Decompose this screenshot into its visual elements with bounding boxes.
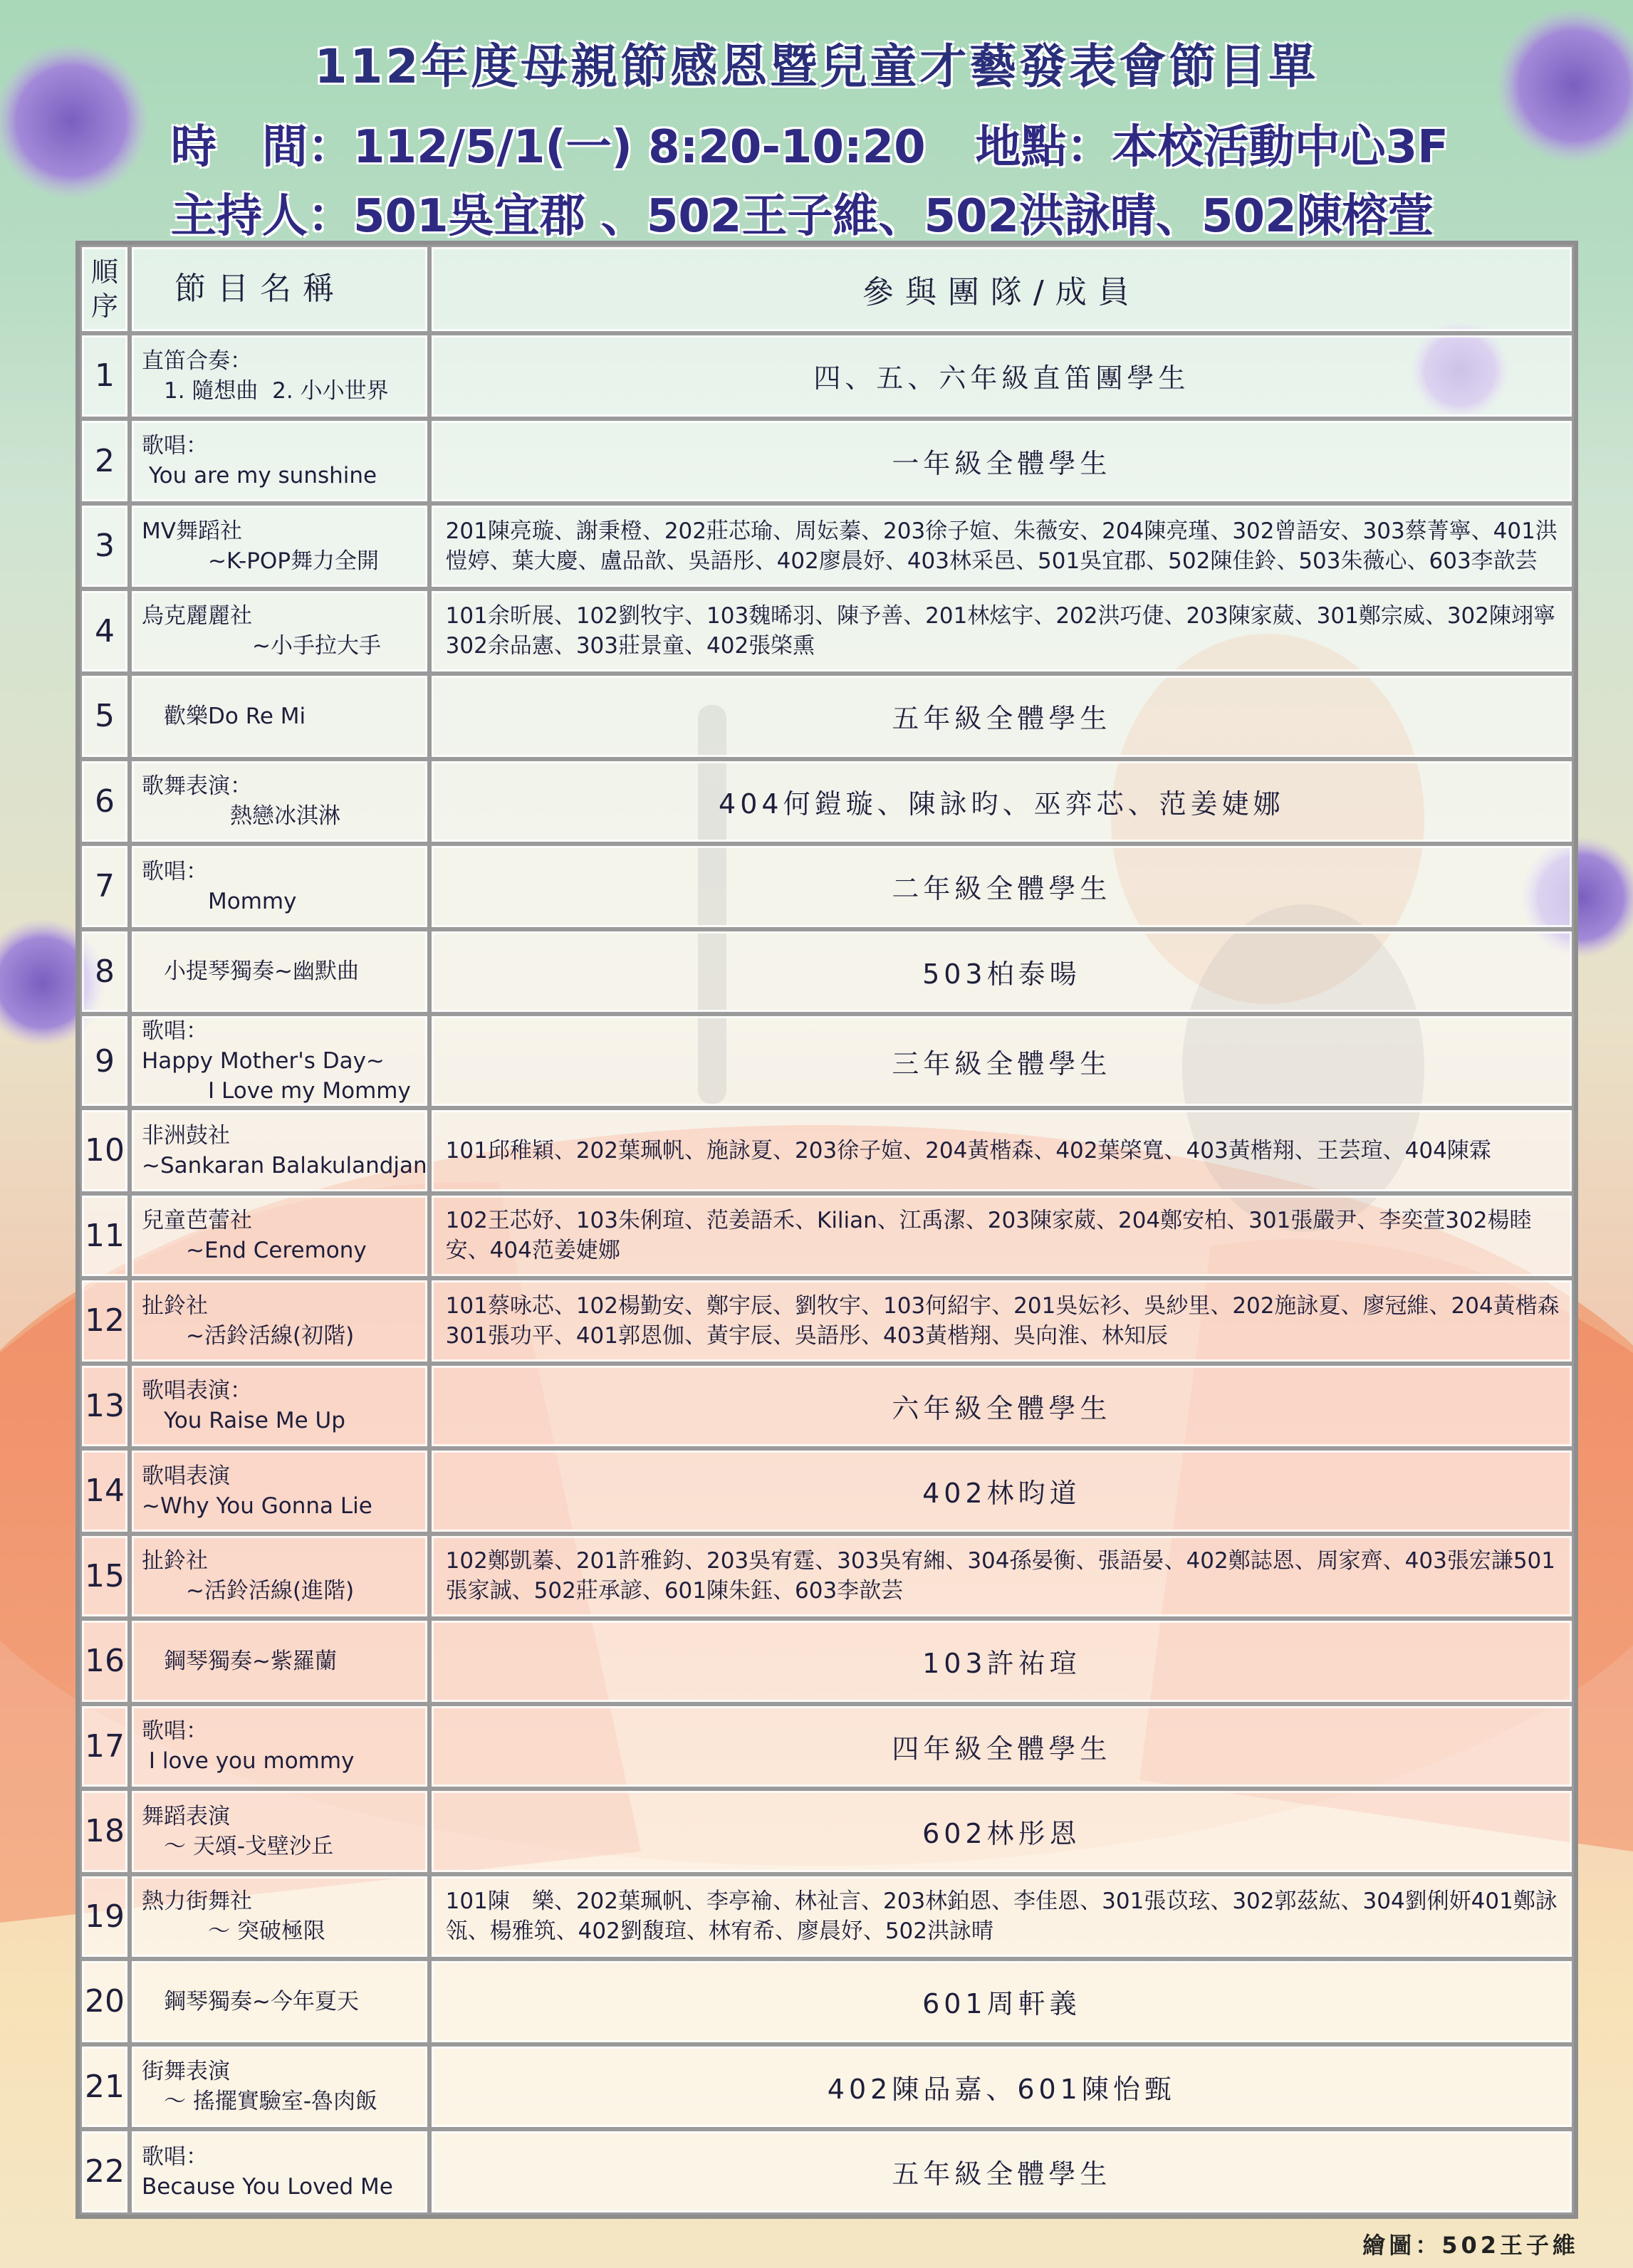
program-name-line: 烏克麗麗社: [142, 603, 252, 629]
time-label: 時 間：: [171, 121, 353, 174]
illustration-credit: 繪圖：502王子維: [1362, 2232, 1579, 2259]
program-name-line: I Love my Mommy: [142, 1078, 411, 1104]
program-name-line: I love you mommy: [142, 1748, 355, 1775]
program-name-line: 小提琴獨奏~幽默曲: [142, 958, 359, 985]
program-name-line: You are my sunshine: [142, 463, 377, 489]
program-name: [130, 759, 429, 845]
program-name-line: You Raise Me Up: [142, 1408, 345, 1434]
participants: 602林彤恩: [429, 1789, 1574, 1874]
program-name-line: 歌舞表演：: [142, 773, 252, 800]
program-name-line: 街舞表演: [142, 2059, 230, 2085]
program-name-line: 歌唱：: [142, 1018, 208, 1044]
program-name-line: 歡樂Do Re Mi: [142, 703, 306, 729]
row-number: 12: [80, 1278, 130, 1364]
row-number: 6: [80, 759, 130, 845]
table-row: [80, 1959, 1574, 2044]
table-row: [80, 759, 1574, 845]
host-value: 501吳宜郡 、502王子維、502洪詠晴、502陳榕萱: [353, 190, 1434, 243]
program-name-line: 非洲鼓社: [142, 1122, 230, 1149]
participants: 101陳 樂、202葉珮帆、李亭褕、林祉言、203林鉑恩、李佳恩、301張苡玹、302郭茲紘、304劉俐妍401鄭詠瓴、楊雅筑、402劉馥瑄、林宥希、廖晨妤、502洪詠晴: [429, 1874, 1574, 1960]
row-number: 2: [80, 419, 130, 504]
table-row: [80, 1014, 1574, 1108]
participants: 601周軒義: [429, 1959, 1574, 2044]
program-name-line: 歌唱：: [142, 433, 208, 459]
table-row: [80, 333, 1574, 419]
row-number: 9: [80, 1014, 130, 1108]
program-name-line: 鋼琴獨奏~今年夏天: [142, 1988, 359, 2014]
participants: 402陳品嘉、601陳怡甄: [429, 2044, 1574, 2130]
row-number: 1: [80, 333, 130, 419]
program-name: [130, 1619, 429, 1704]
row-number: 17: [80, 1704, 130, 1789]
participants: 201陳亮璇、謝秉橙、202莊芯瑜、周妘蓁、203徐子媗、朱薇安、204陳亮瑾、302曾語安、303蔡菁寧、401洪愷婷、葉大慶、盧品歆、吳語彤、402廖晨妤、403林采邑、501吳宜郡、502陳佳鈴、503朱薇心、603李歆芸: [429, 503, 1574, 589]
order-header: 順 序: [80, 245, 130, 333]
program-name-line: ～ 突破極限: [142, 1918, 325, 1945]
row-number: 21: [80, 2044, 130, 2130]
program-name: [130, 589, 429, 674]
participants-header: 參與團隊/成員: [429, 245, 1574, 333]
table-row: [80, 2044, 1574, 2130]
program-name-line: ~活鈴活線(進階): [142, 1578, 355, 1604]
participants: 四年級全體學生: [429, 1704, 1574, 1789]
table-row: [80, 1874, 1574, 1960]
time-value: 112/5/1(一) 8:20-10:20: [353, 121, 926, 174]
program-name-line: ~小手拉大手: [142, 633, 381, 659]
program-name-line: 歌唱表演：: [142, 1378, 252, 1404]
table-row: [80, 1108, 1574, 1193]
participants: 103許祐瑄: [429, 1619, 1574, 1704]
program-name: [130, 1959, 429, 2044]
row-number: 3: [80, 503, 130, 589]
participants: 二年級全體學生: [429, 844, 1574, 929]
table-row: [80, 844, 1574, 929]
row-number: 4: [80, 589, 130, 674]
program-name: [130, 1278, 429, 1364]
participants: 六年級全體學生: [429, 1364, 1574, 1449]
program-name-line: 1. 隨想曲 2. 小小世界: [142, 377, 389, 404]
program-name-line: 舞蹈表演: [142, 1803, 230, 1829]
table-row: [80, 1193, 1574, 1279]
row-number: 8: [80, 929, 130, 1015]
program-name-line: Mommy: [142, 888, 297, 914]
program-name: [130, 929, 429, 1015]
row-number: 13: [80, 1364, 130, 1449]
table-row: [80, 589, 1574, 674]
row-number: 22: [80, 2129, 130, 2215]
program-name-line: ～ 天頌-戈壁沙丘: [142, 1833, 334, 1859]
program-name: [130, 1014, 429, 1108]
program-name-line: Because You Loved Me: [142, 2173, 393, 2200]
table-row: [80, 1619, 1574, 1704]
table-row: [80, 503, 1574, 589]
participants: 一年級全體學生: [429, 419, 1574, 504]
table-row: [80, 674, 1574, 759]
participants: 101邱稚穎、202葉珮帆、施詠夏、203徐子媗、204黃楷森、402葉棨寬、403黃楷翔、王芸瑄、404陳霖: [429, 1108, 1574, 1193]
participants: 402林昀道: [429, 1448, 1574, 1534]
program-title: 112年度母親節感恩暨兒童才藝發表會節目單: [314, 39, 1319, 94]
program-name: [130, 1874, 429, 1960]
program-name-line: 熱戀冰淇淋: [142, 803, 340, 830]
program-name-line: ～ 搖擺實驗室-魯肉飯: [142, 2089, 378, 2115]
participants: 503柏泰暘: [429, 929, 1574, 1015]
program-name-line: Happy Mother's Day~: [142, 1048, 385, 1074]
program-table: [75, 241, 1578, 2219]
program-name: [130, 2044, 429, 2130]
program-name-line: 歌唱：: [142, 2143, 208, 2170]
program-name-line: 兒童芭蕾社: [142, 1208, 252, 1234]
place-value: 本校活動中心3F: [1112, 121, 1449, 174]
program-name-line: 扯鈴社: [142, 1292, 208, 1319]
program-name: [130, 419, 429, 504]
program-name: [130, 1789, 429, 1874]
row-number: 11: [80, 1193, 130, 1279]
row-number: 16: [80, 1619, 130, 1704]
event-hosts: [171, 179, 1434, 245]
row-number: 19: [80, 1874, 130, 1960]
program-name: [130, 1534, 429, 1619]
table-row: [80, 1448, 1574, 1534]
place-label: 地點：: [975, 121, 1112, 174]
program-name: [130, 1448, 429, 1534]
program-name: [130, 674, 429, 759]
row-number: 7: [80, 844, 130, 929]
row-number: 10: [80, 1108, 130, 1193]
row-number: 18: [80, 1789, 130, 1874]
program-name: [130, 1108, 429, 1193]
program-name-line: 直笛合奏：: [142, 347, 252, 374]
program-name-line: MV舞蹈社: [142, 518, 242, 544]
program-name-line: ~Sankaran Balakulandjan: [142, 1152, 427, 1179]
program-name-line: 歌唱表演: [142, 1463, 230, 1489]
table-row: [80, 1278, 1574, 1364]
program-name: [130, 1704, 429, 1789]
program-name: [130, 503, 429, 589]
table-row: [80, 1789, 1574, 1874]
host-label: 主持人：: [171, 190, 353, 243]
participants: 五年級全體學生: [429, 2129, 1574, 2215]
table-row: [80, 1364, 1574, 1449]
program-name-line: 歌唱：: [142, 1718, 208, 1745]
row-number: 20: [80, 1959, 130, 2044]
program-name-line: ~End Ceremony: [142, 1238, 367, 1264]
participants: 五年級全體學生: [429, 674, 1574, 759]
table-row: [80, 419, 1574, 504]
row-number: 14: [80, 1448, 130, 1534]
table-row: [80, 1704, 1574, 1789]
program-name: [130, 1364, 429, 1449]
participants: 四、五、六年級直笛團學生: [429, 333, 1574, 419]
program-name-line: 鋼琴獨奏~紫羅蘭: [142, 1648, 337, 1674]
table-row: [80, 1534, 1574, 1619]
row-number: 15: [80, 1534, 130, 1619]
program-name: [130, 844, 429, 929]
program-name: [130, 2129, 429, 2215]
participants: 102王芯妤、103朱俐瑄、范姜語禾、Kilian、江禹潔、203陳家葳、204鄭安柏、301張嚴尹、李奕萱302楊睦安、404范姜婕娜: [429, 1193, 1574, 1279]
program-name-line: ~活鈴活線(初階): [142, 1322, 355, 1349]
program-name-line: 歌唱：: [142, 858, 208, 884]
table-row: [80, 2129, 1574, 2215]
program-name: [130, 333, 429, 419]
participants: 三年級全體學生: [429, 1014, 1574, 1108]
program-name: [130, 1193, 429, 1279]
table-row: [80, 929, 1574, 1015]
program-name-line: ~K-POP舞力全開: [142, 548, 380, 574]
table-header-row: [80, 245, 1574, 333]
event-time-place: [171, 110, 1449, 176]
program-name-line: 熱力街舞社: [142, 1888, 252, 1915]
participants: 101余昕展、102劉牧宇、103魏晞羽、陳予善、201林炫宇、202洪巧倢、203陳家葳、301鄭宗威、302陳翊寧302余品憲、303莊景童、402張棨熏: [429, 589, 1574, 674]
row-number: 5: [80, 674, 130, 759]
program-name-line: ~Why You Gonna Lie: [142, 1493, 372, 1519]
program-name-line: 扯鈴社: [142, 1548, 208, 1574]
participants: 404何鎧璇、陳詠昀、巫弈芯、范姜婕娜: [429, 759, 1574, 845]
name-header: 節目名稱: [130, 245, 429, 333]
participants: 101蔡咏芯、102楊勤安、鄭宇辰、劉牧宇、103何紹宇、201吳妘衫、吳紗里、202施詠夏、廖冠維、204黃楷森301張功平、401郭恩伽、黃宇辰、吳語彤、403黃楷翔、吳向淮、林知辰: [429, 1278, 1574, 1364]
participants: 102鄭凱蓁、201許雅鈞、203吳宥霆、303吳宥緗、304孫晏衡、張語晏、402鄭誌恩、周家齊、403張宏謙501張家誠、502莊承諺、601陳朱鈺、603李歆芸: [429, 1534, 1574, 1619]
